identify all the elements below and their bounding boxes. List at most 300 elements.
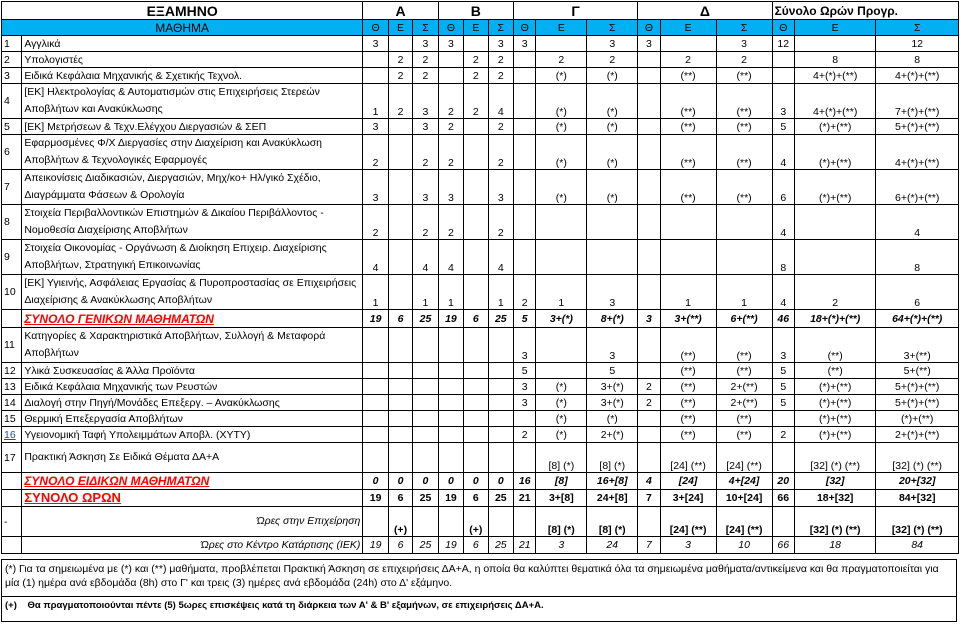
value-cell: 2	[438, 135, 463, 170]
table-row	[2, 36, 959, 52]
value-cell: 2	[413, 135, 438, 170]
course-name: Ώρες στο Κέντρο Κατάρτισης (ΙΕΚ)	[22, 537, 363, 554]
value-cell: 2+(*)	[587, 427, 638, 443]
value-cell: 3	[638, 310, 660, 328]
value-cell: 2	[413, 205, 438, 240]
course-name: Αγγλικά	[22, 36, 363, 52]
value-cell	[438, 443, 463, 473]
value-cell: 2	[388, 84, 412, 119]
value-cell: (**)	[716, 411, 772, 427]
value-cell: 3	[413, 36, 438, 52]
value-cell: (*)+(**)	[794, 379, 875, 395]
row-number: 1	[2, 36, 22, 52]
value-cell	[464, 427, 488, 443]
value-cell: (**)	[660, 119, 716, 135]
value-cell: (**)	[660, 379, 716, 395]
subheader-cell: Σ	[488, 20, 513, 36]
value-cell: 2+(**)	[716, 379, 772, 395]
subheader-cell: Σ	[876, 20, 959, 36]
value-cell	[388, 205, 412, 240]
semester-header: ΕΞΑΜΗΝΟ	[2, 2, 363, 20]
course-header: ΜΑΘΗΜΑ	[2, 20, 363, 36]
value-cell: 5	[514, 310, 536, 328]
value-cell: 5	[772, 395, 794, 411]
value-cell: 12	[876, 36, 959, 52]
value-cell: 24	[587, 537, 638, 554]
row-number: 8	[2, 205, 22, 240]
value-cell	[388, 275, 412, 310]
value-cell: (**)	[716, 68, 772, 84]
value-cell	[488, 411, 513, 427]
subheader-cell: Ε	[464, 20, 488, 36]
value-cell	[438, 68, 463, 84]
value-cell: 2	[514, 275, 536, 310]
value-cell: 4	[413, 240, 438, 275]
value-cell	[587, 240, 638, 275]
value-cell	[464, 205, 488, 240]
value-cell: 66	[772, 490, 794, 507]
value-cell: 2	[488, 205, 513, 240]
value-cell	[464, 363, 488, 379]
value-cell	[536, 36, 587, 52]
value-cell	[438, 411, 463, 427]
value-cell: [8] (*)	[536, 507, 587, 537]
value-cell: (*)	[536, 68, 587, 84]
subheader-cell: Σ	[587, 20, 638, 36]
value-cell	[388, 427, 412, 443]
course-name: [ΕΚ] Ηλεκτρολογίας & Αυτοματισμών στις Επιχειρήσεις Στερεών Αποβλήτων και Ανακύκλωσης	[22, 84, 363, 119]
row-number: 17	[2, 443, 22, 473]
value-cell: 2+(*)+(**)	[876, 427, 959, 443]
value-cell	[388, 411, 412, 427]
value-cell: 19	[438, 537, 463, 554]
value-cell	[413, 411, 438, 427]
value-cell: 6	[388, 490, 412, 507]
value-cell: [8] (*)	[587, 443, 638, 473]
value-cell: 2	[488, 52, 513, 68]
value-cell: 20+[32]	[876, 473, 959, 490]
value-cell: 6	[876, 275, 959, 310]
row-number: 2	[2, 52, 22, 68]
value-cell	[363, 427, 388, 443]
value-cell: 2	[638, 379, 660, 395]
value-cell: 1	[536, 275, 587, 310]
course-name: [ΕΚ] Υγιεινής, Ασφάλειας Εργασίας & Πυροπροστασίας σε Επιχειρήσεις Διαχείρισης & Ανακύκλωσης Αποβλήτων	[22, 275, 363, 310]
value-cell	[464, 170, 488, 205]
value-cell	[464, 328, 488, 363]
value-cell: (**)	[660, 395, 716, 411]
value-cell: 24+[8]	[587, 490, 638, 507]
value-cell: 3+[8]	[536, 490, 587, 507]
value-cell: 7	[638, 490, 660, 507]
value-cell: 5	[587, 363, 638, 379]
value-cell: 0	[363, 473, 388, 490]
value-cell: (*)+(**)	[794, 395, 875, 411]
value-cell: 6	[464, 310, 488, 328]
value-cell	[464, 443, 488, 473]
value-cell: (*)	[587, 411, 638, 427]
value-cell: 4+[24]	[716, 473, 772, 490]
value-cell: 3	[438, 170, 463, 205]
value-cell: 8	[794, 52, 875, 68]
value-cell	[514, 135, 536, 170]
value-cell: 2	[660, 52, 716, 68]
value-cell	[363, 363, 388, 379]
value-cell: 3	[587, 36, 638, 52]
value-cell	[514, 507, 536, 537]
course-name: Κατηγορίες & Χαρακτηριστικά Αποβλήτων, Συλλογή & Μεταφορά Αποβλήτων	[22, 328, 363, 363]
value-cell: 2	[794, 275, 875, 310]
table-row	[2, 205, 959, 240]
value-cell: [8] (*)	[536, 443, 587, 473]
value-cell: 3+[24]	[660, 490, 716, 507]
row-number: 6	[2, 135, 22, 170]
value-cell	[413, 379, 438, 395]
row-number	[2, 490, 22, 507]
value-cell: 0	[438, 473, 463, 490]
value-cell: 6	[772, 170, 794, 205]
value-cell	[716, 205, 772, 240]
value-cell: (**)	[716, 119, 772, 135]
value-cell	[638, 427, 660, 443]
value-cell: 3	[514, 36, 536, 52]
semester-a: Α	[363, 2, 438, 20]
value-cell: (*)+(**)	[794, 170, 875, 205]
value-cell	[388, 443, 412, 473]
table-row	[2, 427, 959, 443]
value-cell	[413, 443, 438, 473]
value-cell: (*)	[536, 411, 587, 427]
value-cell: 84	[876, 537, 959, 554]
value-cell	[638, 170, 660, 205]
value-cell: 3	[514, 328, 536, 363]
value-cell: 3+(**)	[660, 310, 716, 328]
value-cell: 18+(*)+(**)	[794, 310, 875, 328]
table-row	[2, 240, 959, 275]
value-cell: 6	[388, 310, 412, 328]
value-cell	[638, 119, 660, 135]
value-cell	[388, 395, 412, 411]
value-cell: 3	[413, 170, 438, 205]
value-cell: (+)	[464, 507, 488, 537]
value-cell	[514, 205, 536, 240]
value-cell: 2	[438, 119, 463, 135]
value-cell: (**)	[794, 328, 875, 363]
value-cell: 5	[514, 363, 536, 379]
value-cell: 2	[488, 119, 513, 135]
value-cell: 2	[438, 205, 463, 240]
value-cell	[438, 52, 463, 68]
value-cell: 25	[488, 490, 513, 507]
course-name: Θερμική Επεξεργασία Αποβλήτων	[22, 411, 363, 427]
value-cell: 5	[772, 363, 794, 379]
value-cell: 5+(**)	[876, 363, 959, 379]
value-cell: 7+(*)+(**)	[876, 84, 959, 119]
course-name: Ειδικά Κεφάλαια Μηχανικής των Ρευστών	[22, 379, 363, 395]
footnote-visits	[1, 596, 957, 622]
course-name: Πρακτική Άσκηση Σε Ειδικά Θέματα ΔΑ+Α	[22, 443, 363, 473]
value-cell: 3	[363, 170, 388, 205]
value-cell	[464, 135, 488, 170]
value-cell: 3	[638, 36, 660, 52]
value-cell: 0	[488, 473, 513, 490]
value-cell	[794, 240, 875, 275]
value-cell	[587, 205, 638, 240]
value-cell: 19	[363, 537, 388, 554]
value-cell: 3+(*)	[587, 379, 638, 395]
value-cell	[388, 379, 412, 395]
value-cell: (**)	[660, 68, 716, 84]
value-cell: 4	[772, 205, 794, 240]
value-cell: 25	[413, 537, 438, 554]
value-cell: 6+(*)+(**)	[876, 170, 959, 205]
value-cell: 4+(*)+(**)	[876, 68, 959, 84]
value-cell	[638, 507, 660, 537]
value-cell: 5+(*)+(**)	[876, 119, 959, 135]
value-cell: [32] (*) (**)	[876, 507, 959, 537]
value-cell	[536, 240, 587, 275]
table-row	[2, 68, 959, 84]
course-name: Στοιχεία Περιβαλλοντικών Επιστημών & Δικαίου Περιβάλλοντος - Νομοθεσία Διαχείρισης Αποβλήτων	[22, 205, 363, 240]
value-cell	[514, 84, 536, 119]
row-number: 3	[2, 68, 22, 84]
row-number	[2, 537, 22, 554]
value-cell: 2	[716, 52, 772, 68]
value-cell: 3+(**)	[876, 328, 959, 363]
value-cell: (*)+(**)	[794, 119, 875, 135]
value-cell: (*)+(**)	[876, 411, 959, 427]
footnotes	[1, 559, 957, 622]
value-cell: 19	[363, 490, 388, 507]
value-cell	[413, 507, 438, 537]
curriculum-table	[1, 1, 959, 554]
value-cell: 3	[488, 170, 513, 205]
value-cell	[388, 36, 412, 52]
value-cell: 4+(*)+(**)	[794, 84, 875, 119]
value-cell: 8+(*)	[587, 310, 638, 328]
value-cell: 0	[388, 473, 412, 490]
table-row	[2, 473, 959, 490]
value-cell: 84+[32]	[876, 490, 959, 507]
value-cell: 19	[363, 310, 388, 328]
table-row	[2, 52, 959, 68]
value-cell	[514, 119, 536, 135]
value-cell	[363, 443, 388, 473]
value-cell	[363, 411, 388, 427]
value-cell: 2	[464, 68, 488, 84]
value-cell	[514, 443, 536, 473]
value-cell: 3	[438, 36, 463, 52]
value-cell	[438, 507, 463, 537]
row-number: 12	[2, 363, 22, 379]
value-cell	[488, 395, 513, 411]
value-cell: [32]	[794, 473, 875, 490]
value-cell	[772, 68, 794, 84]
course-name: Ώρες στην Επιχείρηση	[22, 507, 363, 537]
value-cell: 2	[587, 52, 638, 68]
value-cell: 1	[488, 275, 513, 310]
value-cell: 4+(*)+(**)	[876, 135, 959, 170]
value-cell	[464, 36, 488, 52]
value-cell	[438, 363, 463, 379]
value-cell: 8	[772, 240, 794, 275]
value-cell	[794, 36, 875, 52]
value-cell: [8] (*)	[587, 507, 638, 537]
value-cell	[772, 443, 794, 473]
value-cell: (*)	[536, 395, 587, 411]
value-cell: 4	[772, 275, 794, 310]
table-row	[2, 119, 959, 135]
value-cell	[514, 52, 536, 68]
value-cell: 18+[32]	[794, 490, 875, 507]
course-name: ΣΥΝΟΛΟ ΓΕΝΙΚΩΝ ΜΑΘΗΜΑΤΩΝ	[22, 310, 363, 328]
value-cell: 25	[413, 310, 438, 328]
value-cell	[638, 443, 660, 473]
value-cell: 3	[413, 84, 438, 119]
table-row	[2, 170, 959, 205]
value-cell	[464, 240, 488, 275]
course-name: ΣΥΝΟΛΟ ΕΙΔΙΚΩΝ ΜΑΘΗΜΑΤΩΝ	[22, 473, 363, 490]
value-cell: (*)+(**)	[794, 427, 875, 443]
value-cell	[488, 427, 513, 443]
value-cell: 2	[438, 84, 463, 119]
value-cell	[514, 240, 536, 275]
value-cell: (*)	[536, 427, 587, 443]
value-cell: 1	[438, 275, 463, 310]
value-cell: (**)	[716, 328, 772, 363]
value-cell	[514, 170, 536, 205]
value-cell	[488, 507, 513, 537]
value-cell	[638, 411, 660, 427]
value-cell	[488, 443, 513, 473]
course-name: Υλικά Συσκευασίας & Άλλα Προϊόντα	[22, 363, 363, 379]
value-cell	[363, 379, 388, 395]
value-cell: 1	[363, 275, 388, 310]
value-cell: 3	[716, 36, 772, 52]
value-cell: 3	[363, 119, 388, 135]
semester-d: Δ	[638, 2, 772, 20]
value-cell: (**)	[794, 363, 875, 379]
value-cell: 4	[876, 205, 959, 240]
value-cell: (*)	[536, 379, 587, 395]
table-row	[2, 328, 959, 363]
row-number: 10	[2, 275, 22, 310]
value-cell	[536, 328, 587, 363]
total-hours-header: Σύνολο Ωρών Προγρ.	[772, 2, 958, 20]
value-cell	[660, 240, 716, 275]
value-cell: 1	[363, 84, 388, 119]
row-number	[2, 310, 22, 328]
subheader-cell: Θ	[514, 20, 536, 36]
value-cell	[638, 52, 660, 68]
value-cell: (**)	[716, 427, 772, 443]
value-cell: 10+[24]	[716, 490, 772, 507]
value-cell: (*)	[587, 119, 638, 135]
table-row	[2, 537, 959, 554]
value-cell: 5+(*)+(**)	[876, 395, 959, 411]
value-cell: 2	[488, 68, 513, 84]
value-cell: 3+(*)	[587, 395, 638, 411]
value-cell: 66	[772, 537, 794, 554]
value-cell: 2	[464, 84, 488, 119]
value-cell	[638, 240, 660, 275]
value-cell: (*)	[536, 84, 587, 119]
value-cell	[438, 328, 463, 363]
value-cell: (**)	[660, 170, 716, 205]
subheader-cell: Σ	[413, 20, 438, 36]
subheader-cell: Θ	[363, 20, 388, 36]
value-cell: (*)+(**)	[794, 135, 875, 170]
value-cell: 3	[660, 537, 716, 554]
value-cell: 5+(*)+(**)	[876, 379, 959, 395]
value-cell: (*)+(**)	[794, 411, 875, 427]
value-cell: 6	[388, 537, 412, 554]
value-cell	[388, 170, 412, 205]
value-cell: 3	[514, 395, 536, 411]
value-cell: 18	[794, 537, 875, 554]
value-cell: (**)	[716, 363, 772, 379]
value-cell: (**)	[716, 135, 772, 170]
value-cell: 5	[772, 379, 794, 395]
value-cell: 2	[413, 52, 438, 68]
value-cell: 2	[388, 68, 412, 84]
value-cell: 2	[363, 135, 388, 170]
value-cell	[638, 68, 660, 84]
value-cell	[488, 363, 513, 379]
value-cell: 8	[876, 52, 959, 68]
value-cell: 0	[464, 473, 488, 490]
value-cell	[638, 135, 660, 170]
value-cell	[794, 205, 875, 240]
value-cell: 6+(**)	[716, 310, 772, 328]
value-cell	[464, 119, 488, 135]
value-cell: 4+(*)+(**)	[794, 68, 875, 84]
row-number: 11	[2, 328, 22, 363]
value-cell	[514, 411, 536, 427]
value-cell	[536, 205, 587, 240]
table-row	[2, 507, 959, 537]
value-cell	[536, 363, 587, 379]
table-row	[2, 490, 959, 507]
value-cell	[638, 84, 660, 119]
value-cell	[488, 379, 513, 395]
value-cell: 3	[587, 328, 638, 363]
value-cell	[772, 52, 794, 68]
value-cell: (**)	[660, 411, 716, 427]
value-cell: 25	[413, 490, 438, 507]
value-cell	[716, 240, 772, 275]
row-number: 7	[2, 170, 22, 205]
value-cell: 12	[772, 36, 794, 52]
row-number: 14	[2, 395, 22, 411]
value-cell: [32] (*) (**)	[794, 507, 875, 537]
value-cell: 8	[876, 240, 959, 275]
value-cell: 25	[488, 537, 513, 554]
value-cell: 2	[772, 427, 794, 443]
value-cell: 2	[638, 395, 660, 411]
value-cell: (*)	[587, 84, 638, 119]
value-cell	[464, 379, 488, 395]
course-name: Υπολογιστές	[22, 52, 363, 68]
value-cell: 19	[438, 490, 463, 507]
subheader-cell: Ε	[536, 20, 587, 36]
value-cell: 5	[772, 119, 794, 135]
row-number: 13	[2, 379, 22, 395]
value-cell: 3	[363, 36, 388, 52]
value-cell	[638, 363, 660, 379]
value-cell: 4	[438, 240, 463, 275]
value-cell	[464, 411, 488, 427]
